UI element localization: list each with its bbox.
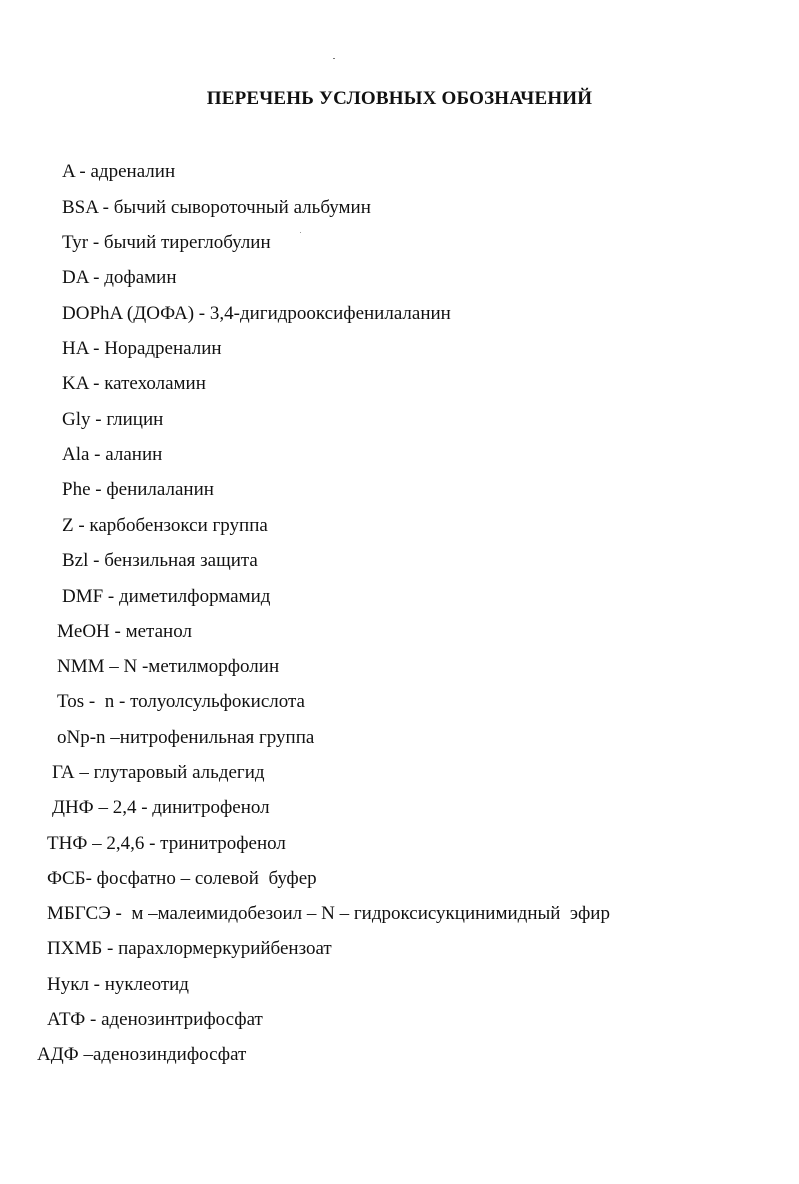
- list-item: A - адреналин: [62, 161, 176, 182]
- list-item: Gly - глицин: [62, 409, 164, 430]
- list-item: HA - Норадреналин: [62, 338, 222, 359]
- list-item: KA - катехоламин: [62, 373, 206, 394]
- list-item: DA - дофамин: [62, 267, 177, 288]
- list-item: ФСБ- фосфатно – солевой буфер: [47, 868, 317, 889]
- list-item: АТФ - аденозинтрифосфат: [47, 1009, 263, 1030]
- list-item: oNp-n –нитрофенильная группа: [57, 727, 315, 748]
- list-item: Phe - фенилаланин: [62, 479, 214, 500]
- list-item: DOPhA (ДОФА) - 3,4-дигидрооксифенилаланин: [62, 303, 451, 324]
- list-item: ТНФ – 2,4,6 - тринитрофенол: [47, 833, 286, 854]
- list-item: MeOH - метанол: [57, 621, 192, 642]
- list-item: DMF - диметилформамид: [62, 586, 271, 607]
- list-item: Tyr - бычий тиреглобулин: [62, 232, 271, 253]
- list-item: МБГСЭ - м –малеимидобезоил – N – гидроксисукцинимидный эфир: [47, 903, 610, 924]
- scan-speck: [300, 232, 301, 233]
- list-item: Tos - n - толуолсульфокислота: [57, 691, 305, 712]
- list-item: АДФ –аденозиндифосфат: [37, 1044, 247, 1065]
- list-item: Нукл - нуклеотид: [47, 974, 189, 995]
- list-item: NMM – N -метилморфолин: [57, 656, 280, 677]
- page-title: ПЕРЕЧЕНЬ УСЛОВНЫХ ОБОЗНАЧЕНИЙ: [206, 88, 593, 109]
- list-item: Ala - аланин: [62, 444, 163, 465]
- list-item: Bzl - бензильная защита: [62, 550, 258, 571]
- list-item: Z - карбобензокси группа: [62, 515, 268, 536]
- list-item: ГА – глутаровый альдегид: [52, 762, 265, 783]
- scan-speck: [333, 58, 335, 59]
- list-item: ДНФ – 2,4 - динитрофенол: [52, 797, 270, 818]
- list-item: BSA - бычий сывороточный альбумин: [62, 197, 371, 218]
- list-item: ПХМБ - парахлормеркурийбензоат: [47, 938, 332, 959]
